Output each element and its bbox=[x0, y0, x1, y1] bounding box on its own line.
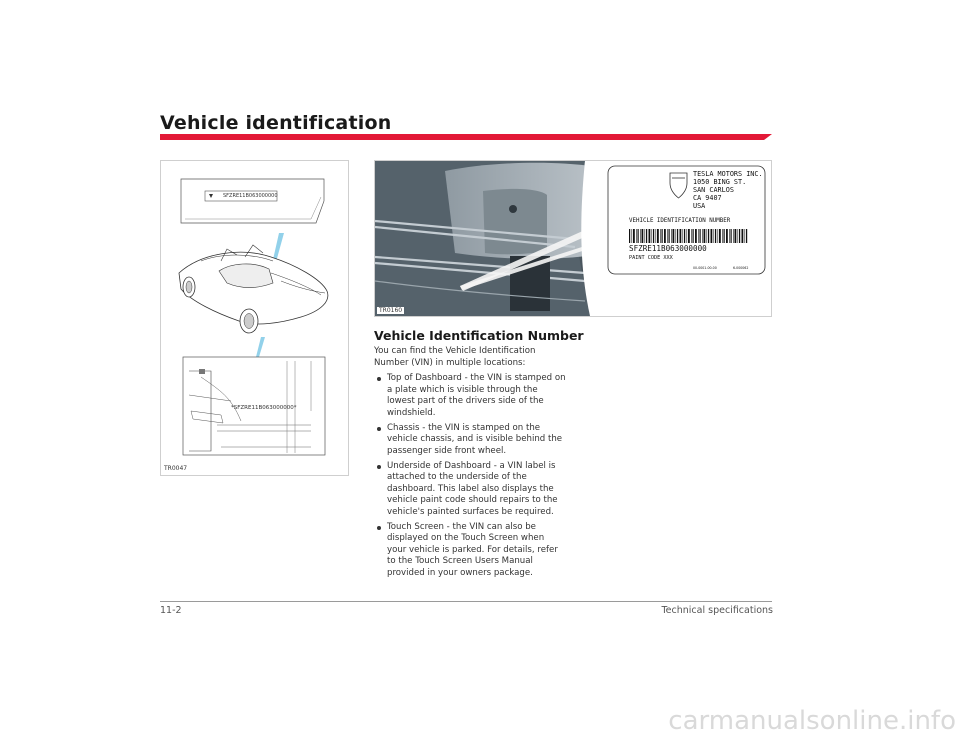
label-vin: SFZRE11B063000000 bbox=[629, 244, 707, 253]
label-country: USA bbox=[693, 202, 706, 210]
label-city: SAN CARLOS bbox=[693, 186, 734, 194]
car-vin-illustration bbox=[161, 161, 348, 475]
bullet-icon bbox=[377, 427, 381, 431]
label-date-code: 00-0001-00-00 bbox=[693, 266, 717, 270]
list-item-text: Top of Dashboard - the VIN is stamped on a plate which is visible through the lowest part of the drivers side of the windshield. bbox=[387, 373, 566, 418]
dash-plate-vin: SFZRE11B063000000 bbox=[223, 193, 278, 199]
list-item bbox=[374, 373, 566, 419]
label-paint-code: PAINT CODE XXX bbox=[629, 255, 673, 261]
list-item bbox=[374, 461, 566, 519]
bullet-icon bbox=[377, 377, 381, 381]
footer-section-name: Technical specifications bbox=[661, 605, 773, 616]
label-street: 1050 BING ST. bbox=[693, 178, 747, 186]
page-title: Vehicle identification bbox=[160, 112, 392, 134]
vin-location-list bbox=[374, 373, 566, 583]
section-intro: You can find the Vehicle Identification Number (VIN) in multiple locations: bbox=[374, 346, 536, 368]
figure-code: TR0160 bbox=[379, 307, 403, 314]
list-item-text: Touch Screen - the VIN can also be displayed on the Touch Screen when your vehicle is parked. For details, refer to the Touch Screen Users Manual provided in your owners package. bbox=[387, 521, 558, 578]
figure-vin-locations bbox=[160, 160, 349, 476]
page-number: 11-2 bbox=[160, 605, 182, 616]
label-state-zip: CA 9407 bbox=[693, 194, 722, 202]
figure-vin-label bbox=[374, 160, 772, 317]
label-part-code: 6-000062 bbox=[733, 266, 749, 270]
bullet-icon bbox=[377, 465, 381, 469]
chassis-vin: *SFZRE11B063000000* bbox=[231, 405, 297, 411]
title-accent-bar bbox=[160, 134, 772, 140]
section-heading: Vehicle Identification Number bbox=[374, 328, 584, 343]
footer-divider bbox=[160, 601, 772, 602]
list-item bbox=[374, 522, 566, 580]
list-item-text: Underside of Dashboard - a VIN label is attached to the underside of the dashboard. This label also displays the vehicle paint code should repairs to the vehicle's painted surfaces be required. bbox=[387, 460, 558, 517]
bullet-icon bbox=[377, 526, 381, 530]
figure-code: TR0047 bbox=[164, 465, 188, 472]
label-company: TESLA MOTORS INC. bbox=[693, 170, 763, 178]
list-item bbox=[374, 423, 566, 458]
watermark: carmanualsonline.info bbox=[668, 706, 956, 736]
label-heading: VEHICLE IDENTIFICATION NUMBER bbox=[629, 218, 731, 224]
list-item-text: Chassis - the VIN is stamped on the vehicle chassis, and is visible behind the passenger side front wheel. bbox=[387, 422, 563, 456]
